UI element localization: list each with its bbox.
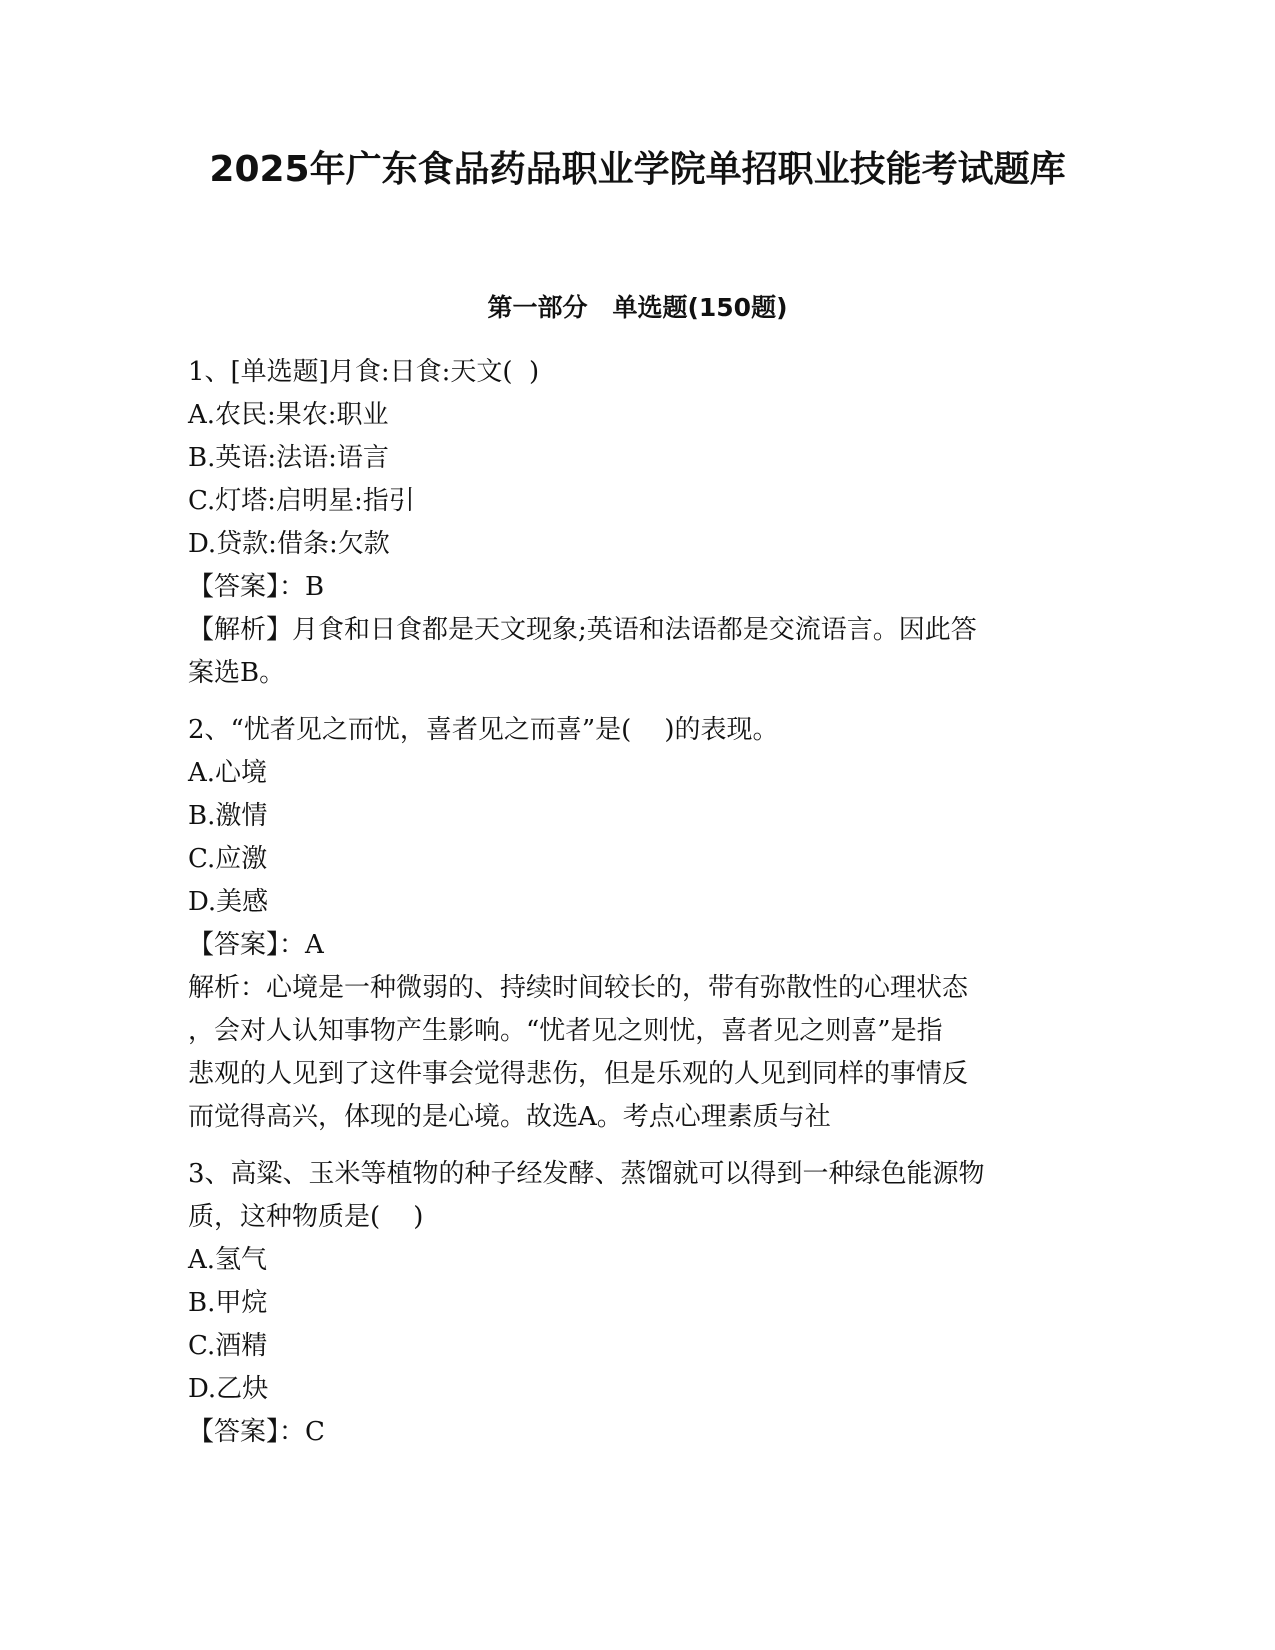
section-title: 第一部分 单选题(150题)	[487, 293, 788, 322]
question-stem: 1、[单选题]月食:日食:天文( )	[188, 357, 540, 387]
option-a: A.农民:果农:职业	[188, 400, 389, 430]
analysis-line: ，会对人认知事物产生影响。“忧者见之则忧，喜者见之则喜”是指	[188, 1016, 943, 1046]
question-1	[188, 351, 1088, 695]
question-2	[188, 709, 1088, 1139]
analysis-line: 【解析】月食和日食都是天文现象;英语和法语都是交流语言。因此答	[188, 615, 977, 645]
option-b: B.激情	[188, 801, 268, 831]
option-c: C.酒精	[188, 1331, 268, 1361]
question-stem: 2、“忧者见之而忧，喜者见之而喜”是( )的表现。	[188, 715, 779, 745]
analysis-line: 而觉得高兴，体现的是心境。故选A。考点心理素质与社	[188, 1102, 831, 1132]
analysis-line: 解析：心境是一种微弱的、持续时间较长的，带有弥散性的心理状态	[188, 973, 969, 1003]
option-d: D.乙炔	[188, 1374, 269, 1404]
option-c: C.灯塔:启明星:指引	[188, 486, 415, 516]
question-3	[188, 1153, 1088, 1454]
option-d: D.美感	[188, 887, 269, 917]
option-a: A.心境	[188, 758, 268, 788]
question-list	[188, 351, 1088, 1468]
question-stem: 3、高粱、玉米等植物的种子经发酵、蒸馏就可以得到一种绿色能源物	[188, 1159, 985, 1189]
option-d: D.贷款:借条:欠款	[188, 529, 390, 559]
option-a: A.氢气	[188, 1245, 268, 1275]
answer-line: 【答案】：A	[188, 930, 324, 960]
option-c: C.应激	[188, 844, 268, 874]
option-b: B.甲烷	[188, 1288, 268, 1318]
answer-line: 【答案】：C	[188, 1417, 325, 1447]
analysis-line: 案选B。	[188, 658, 286, 688]
document-title: 2025年广东食品药品职业学院单招职业技能考试题库	[209, 149, 1066, 190]
answer-line: 【答案】：B	[188, 572, 325, 602]
option-b: B.英语:法语:语言	[188, 443, 389, 473]
question-stem: 质，这种物质是( )	[188, 1202, 424, 1232]
analysis-line: 悲观的人见到了这件事会觉得悲伤，但是乐观的人见到同样的事情反	[188, 1059, 969, 1089]
